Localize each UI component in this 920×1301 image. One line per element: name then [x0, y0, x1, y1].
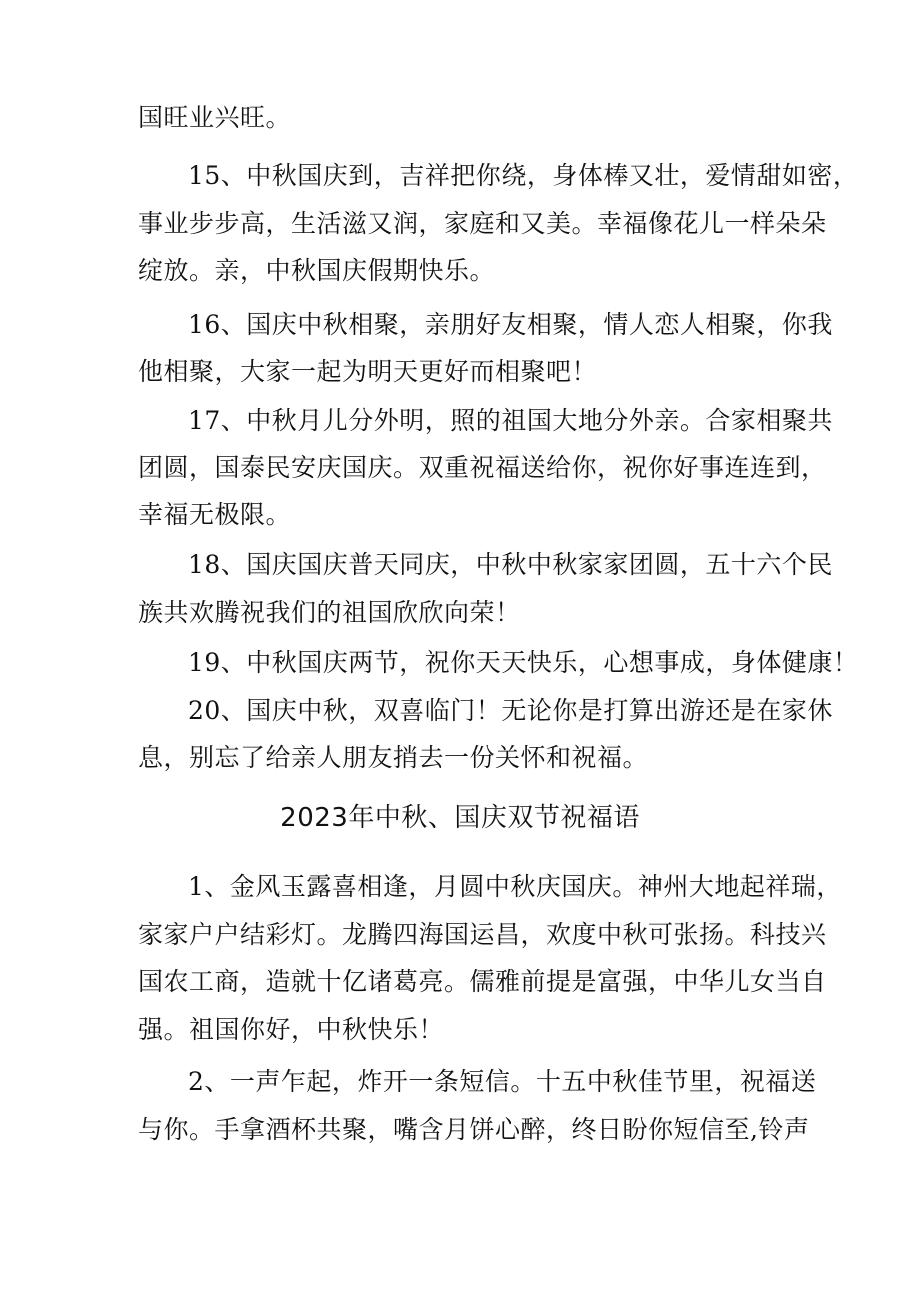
paragraph-line: 绽放。亲，中秋国庆假期快乐。 [138, 256, 496, 285]
paragraph-line: 16、国庆中秋相聚，亲朋好友相聚，情人恋人相聚，你我 [188, 310, 833, 339]
paragraph-line: 幸福无极限。 [138, 500, 292, 529]
paragraph-line: 国农工商，造就十亿诸葛亮。儒雅前提是富强，中华儿女当自 [138, 967, 827, 996]
paragraph-line: 他相聚，大家一起为明天更好而相聚吧！ [138, 357, 598, 386]
paragraph-line: 19、中秋国庆两节，祝你天天快乐，心想事成，身体健康！ [188, 648, 859, 677]
paragraph-line: 2、一声乍起，炸开一条短信。十五中秋佳节里，祝福送 [188, 1067, 817, 1096]
paragraph-line: 事业步步高，生活滋又润，家庭和又美。幸福像花儿一样朵朵 [138, 209, 827, 238]
paragraph-line: 15、中秋国庆到，吉祥把你绕，身体棒又壮，爱情甜如密， [188, 161, 859, 190]
paragraph-line: 20、国庆中秋，双喜临门！无论你是打算出游还是在家休 [188, 696, 833, 725]
paragraph-line: 强。祖国你好，中秋快乐！ [138, 1015, 445, 1044]
section-heading: 2023年中秋、国庆双节祝福语 [280, 803, 640, 833]
paragraph-line: 息，别忘了给亲人朋友捎去一份关怀和祝福。 [138, 743, 649, 772]
paragraph-line: 与你。手拿酒杯共聚，嘴含月饼心醉，终日盼你短信至,铃声 [138, 1115, 810, 1144]
paragraph-line: 18、国庆国庆普天同庆，中秋中秋家家团圆，五十六个民 [188, 550, 833, 579]
paragraph-line: 团圆，国泰民安庆国庆。双重祝福送给你，祝你好事连连到， [138, 453, 827, 482]
paragraph-line: 17、中秋月儿分外明，照的祖国大地分外亲。合家相聚共 [188, 406, 833, 435]
paragraph-line: 1、金风玉露喜相逢，月圆中秋庆国庆。神州大地起祥瑞， [188, 872, 842, 901]
paragraph-line: 国旺业兴旺。 [138, 103, 292, 132]
paragraph-line: 族共欢腾祝我们的祖国欣欣向荣！ [138, 598, 521, 627]
paragraph-line: 家家户户结彩灯。龙腾四海国运昌，欢度中秋可张扬。科技兴 [138, 920, 827, 949]
